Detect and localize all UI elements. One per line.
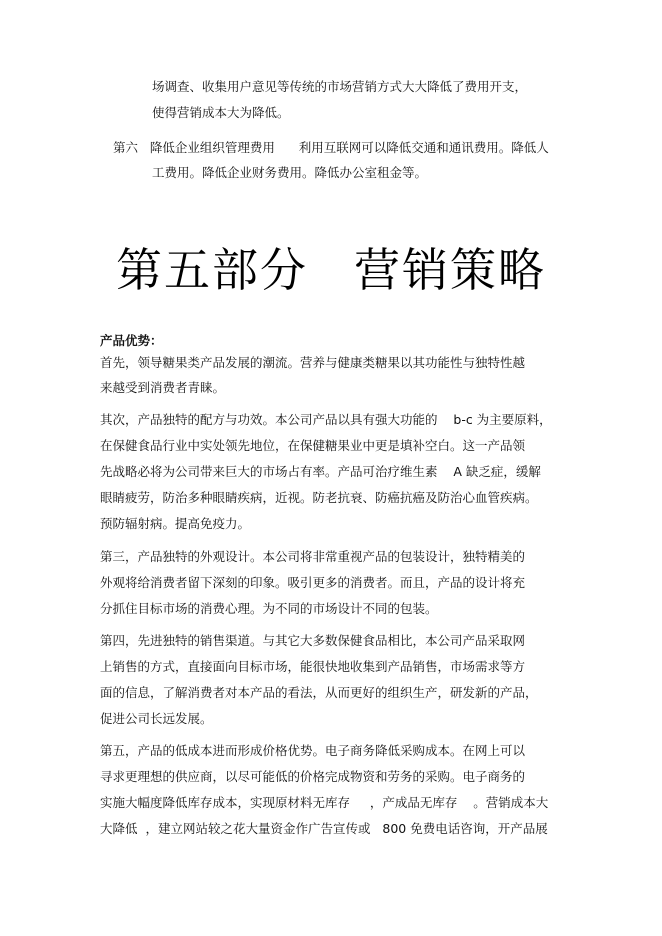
paragraph-5-line-1: 第五，产品的低成本进而形成价格优势。电子商务降低采购成本。在网上可以 xyxy=(100,743,526,758)
paragraph-5-line-2: 寻求更理想的供应商，以尽可能低的价格完成物资和劳务的采购。电子商务的 xyxy=(100,769,526,784)
paragraph-4-line-2: 上销售的方式，直接面向目标市场，能很快地收集到产品销售，市场需求等方 xyxy=(100,659,526,674)
advantages-label: 产品优势： xyxy=(100,333,163,348)
paragraph-2-line-1: 其次，产品独特的配方与功效。本公司产品以具有强大功能的 b-c 为主要原料， xyxy=(100,412,552,427)
paragraph-2-line-5: 预防辐射病。提高免疫力。 xyxy=(100,516,251,531)
paragraph-3-line-2: 外观将给消费者留下深刻的印象。吸引更多的消费者。而且，产品的设计将充 xyxy=(100,575,526,590)
paragraph-4-line-1: 第四，先进独特的销售渠道。与其它大多数保健食品相比，本公司产品采取网 xyxy=(100,633,526,648)
section-part: 第五部分 xyxy=(116,243,308,297)
paragraph-3-line-1: 第三，产品独特的外观设计。本公司将非常重视产品的包装设计，独特精美的 xyxy=(100,549,526,564)
paragraph-5-line-4: 大降低 ，建立网站较之花大量资金作广告宣传或 800 免费电话咨询，开产品展 xyxy=(100,821,548,836)
paragraph-2-line-2: 在保健食品行业中实处领先地位，在保健糖果业中更是填补空白。这一产品领 xyxy=(100,438,526,453)
paragraph-2-line-4: 眼睛疲劳，防治多种眼睛疾病，近视。防老抗衰、防癌抗癌及防治心血管疾病。 xyxy=(100,490,538,505)
section-heading xyxy=(0,238,662,302)
intro-line-1: 场调查、收集用户意见等传统的市场营销方式大大降低了费用开支， xyxy=(152,79,528,94)
intro-line-2: 使得营销成本大为降低。 xyxy=(152,105,290,120)
paragraph-1-line-2: 来越受到消费者青睐。 xyxy=(100,380,226,395)
paragraph-4-line-4: 促进公司长远发展。 xyxy=(100,711,213,726)
paragraph-4-line-3: 面的信息，了解消费者对本产品的看法，从而更好的组织生产，研发新的产品， xyxy=(100,685,538,700)
section-title: 营销策略 xyxy=(354,243,546,297)
paragraph-5-line-3: 实施大幅度降低库存成本，实现原材料无库存 ，产成品无库存 。营销成本大 xyxy=(100,795,549,810)
paragraph-3-line-3: 分抓住目标市场的消费心理。为不同的市场设计不同的包装。 xyxy=(100,601,438,616)
paragraph-2-line-3: 先战略必将为公司带来巨大的市场占有率。产品可治疗维生素 A 缺乏症，缓解 xyxy=(100,464,541,479)
paragraph-1-line-1: 首先，领导糖果类产品发展的潮流。营养与健康类糖果以其功能性与独特性越 xyxy=(100,355,526,370)
item-6-line-1: 第六 降低企业组织管理费用 利用互联网可以降低交通和通讯费用。降低人 xyxy=(113,140,549,155)
item-6-line-2: 工费用。降低企业财务费用。降低办公室租金等。 xyxy=(152,165,428,180)
